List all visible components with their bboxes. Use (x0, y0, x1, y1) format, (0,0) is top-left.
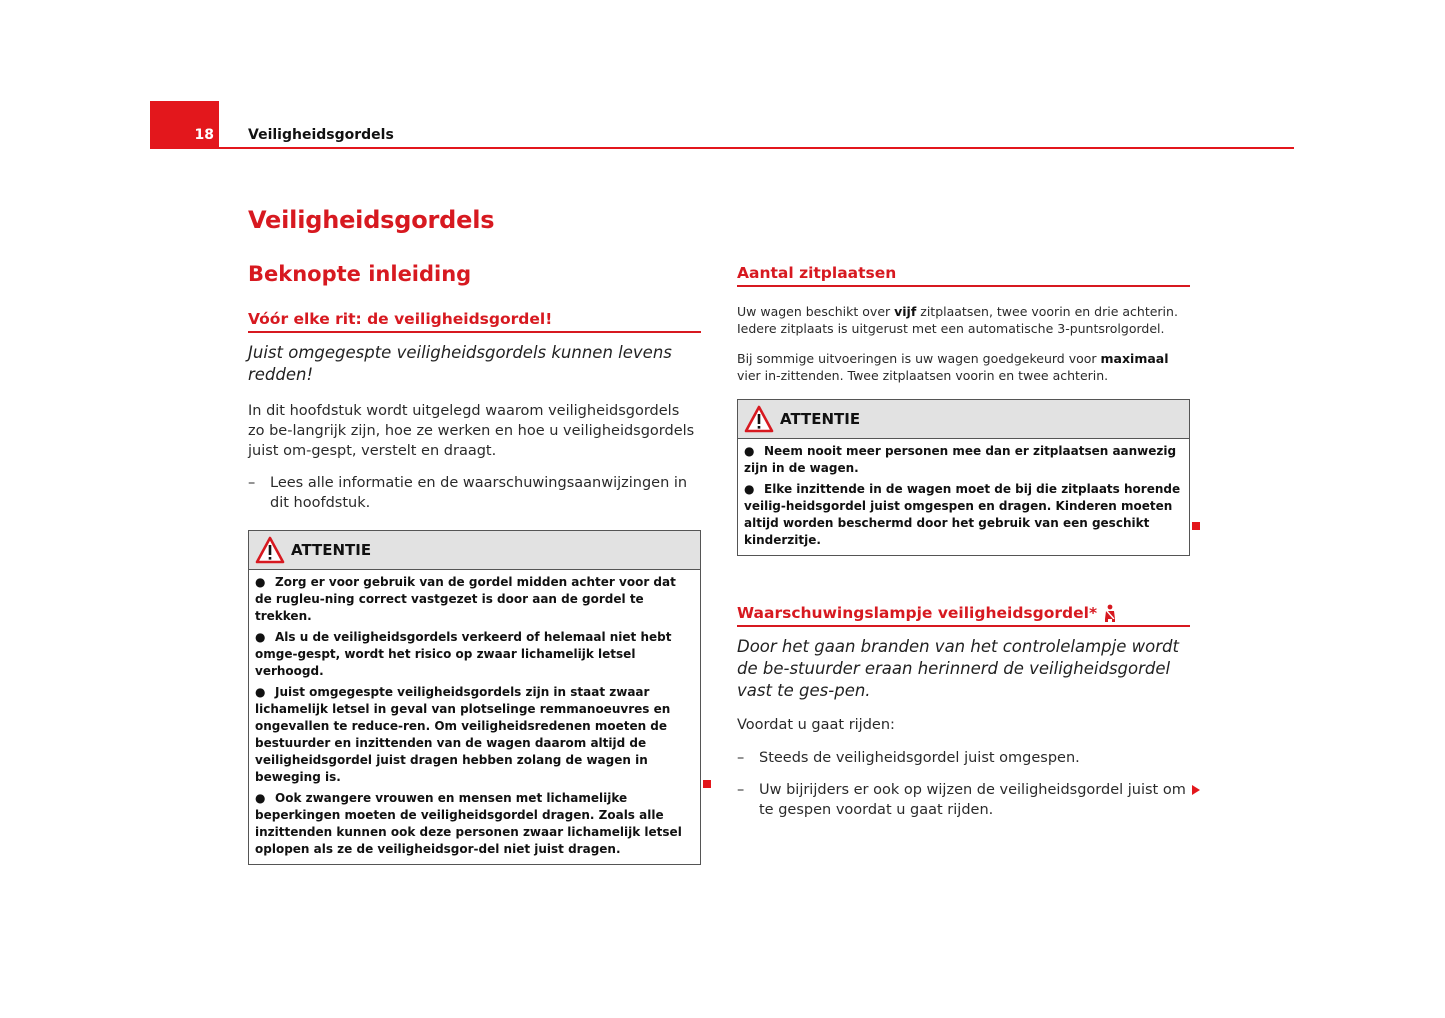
warning-triangle-icon (744, 405, 774, 433)
dash-marker: – (248, 475, 256, 491)
p1-text-b: zitplaatsen, twee voorin en drie achterin. Iedere zitplaats is uitgerust met een automatische 3-puntsrolgordel. (737, 304, 1178, 336)
p2-text-b: vier in-zittenden. Twee zitplaatsen voorin en twee achterin. (737, 368, 1109, 383)
bullet: ● (255, 685, 266, 699)
bullet: ● (744, 444, 755, 458)
dash-item-text: Uw bijrijders er ook op wijzen de veiligheidsgordel juist om te gespen voordat u gaat rijden. (759, 782, 1186, 818)
lead-text: Juist omgegespte veiligheidsgordels kunnen levens redden! (248, 343, 672, 384)
section-end-marker (703, 780, 711, 788)
warning-item-text: Neem nooit meer personen mee dan er zitplaatsen aanwezig zijn in de wagen. (744, 444, 1177, 475)
p1-bold: vijf (894, 304, 917, 319)
dash-item (737, 780, 1190, 820)
bullet: ● (255, 575, 266, 589)
bullet: ● (744, 482, 755, 496)
chapter-title: Veiligheidsgordels (248, 206, 495, 234)
lamp-intro: Voordat u gaat rijden: (737, 717, 895, 733)
warning-item-text: Zorg er voor gebruik van de gordel midden achter voor dat de rugleu-ning correct vastgezet is door aan de gordel te trekken. (255, 575, 676, 623)
dash-item (737, 748, 1190, 768)
dash-marker: – (737, 750, 745, 766)
warning-item-text: Ook zwangere vrouwen en mensen met lichamelijke beperkingen moeten de veiligheidsgordel dragen. Zoals alle inzittenden kunnen ook deze personen zwaar lichamelijk letsel oplopen als ze de veiligheidsgor-del niet juist dragen. (255, 791, 682, 856)
right-column (737, 264, 1190, 820)
dash-item-text: Steeds de veiligheidsgordel juist omgespen. (759, 750, 1080, 766)
p1-text-a: Uw wagen beschikt over (737, 304, 895, 319)
warning-item-text: Juist omgegespte veiligheidsgordels zijn in staat zwaar lichamelijk letsel in geval van plotselinge remmanoeuvres en ongevallen te reduce-ren. Om veiligheidsredenen moeten de bestuurder en inzittenden van de wagen daarom altijd de veiligheidsgordel juist dragen hebben zolang de wagen in beweging is. (255, 685, 671, 784)
warning-item (255, 629, 694, 680)
lamp-lead-text: Door het gaan branden van het controlelampje wordt de be-stuurder eraan herinnerd de veiligheidsgordel vast te ges-pen. (737, 637, 1179, 700)
dash-item (248, 473, 701, 513)
warning-header (249, 531, 700, 570)
bullet: ● (255, 791, 266, 805)
warning-body (738, 439, 1189, 555)
warning-item-text: Als u de veiligheidsgordels verkeerd of helemaal niet hebt omge-gespt, wordt het risico op zwaar lichamelijk letsel verhoogd. (255, 630, 672, 678)
p2-text-a: Bij sommige uitvoeringen is uw wagen goedgekeurd voor (737, 351, 1101, 366)
seats-paragraph-1 (737, 303, 1190, 337)
warning-item (255, 790, 694, 858)
warning-triangle-icon (255, 536, 285, 564)
header-rule (150, 147, 1294, 149)
warning-box (737, 399, 1190, 556)
continue-arrow-icon (1191, 785, 1201, 795)
warning-body (249, 570, 700, 864)
section-end-marker (1192, 522, 1200, 530)
dash-item-text: Lees alle informatie en de waarschuwingsaanwijzingen in dit hoofdstuk. (270, 475, 688, 511)
warning-item (255, 574, 694, 625)
warning-item (744, 443, 1183, 477)
dash-marker: – (737, 782, 745, 798)
section-title-warning-lamp (737, 604, 1190, 627)
seatbelt-icon (1103, 604, 1117, 622)
seats-paragraph-2 (737, 350, 1190, 384)
warning-item-text: Elke inzittende in de wagen moet de bij die zitplaats horende veilig-heidsgordel juist omgespen en dragen. Kinderen moeten altijd worden beschermd door het gebruik van een geschikt kinderzitje. (744, 482, 1181, 547)
section-title-seats: Aantal zitplaatsen (737, 264, 1190, 287)
warning-title: ATTENTIE (780, 410, 861, 428)
warning-title: ATTENTIE (291, 541, 372, 559)
p2-bold: maximaal (1100, 351, 1169, 366)
page-number: 18 (194, 127, 214, 143)
bullet: ● (255, 630, 266, 644)
section-title-before-ride: Vóór elke rit: de veiligheidsgordel! (248, 310, 701, 333)
warning-item (744, 481, 1183, 549)
subtitle: Beknopte inleiding (248, 262, 472, 286)
warning-item (255, 684, 694, 786)
warning-header (738, 400, 1189, 439)
warning-box (248, 530, 701, 865)
running-title: Veiligheidsgordels (248, 127, 394, 143)
section-title-warning-lamp-text: Waarschuwingslampje veiligheidsgordel* (737, 604, 1098, 622)
intro-paragraph: In dit hoofdstuk wordt uitgelegd waarom veiligheidsgordels zo be-langrijk zijn, hoe ze werken en hoe u veiligheidsgordels juist om-gespt, verstelt en draagt. (248, 403, 695, 459)
left-column (248, 206, 701, 865)
